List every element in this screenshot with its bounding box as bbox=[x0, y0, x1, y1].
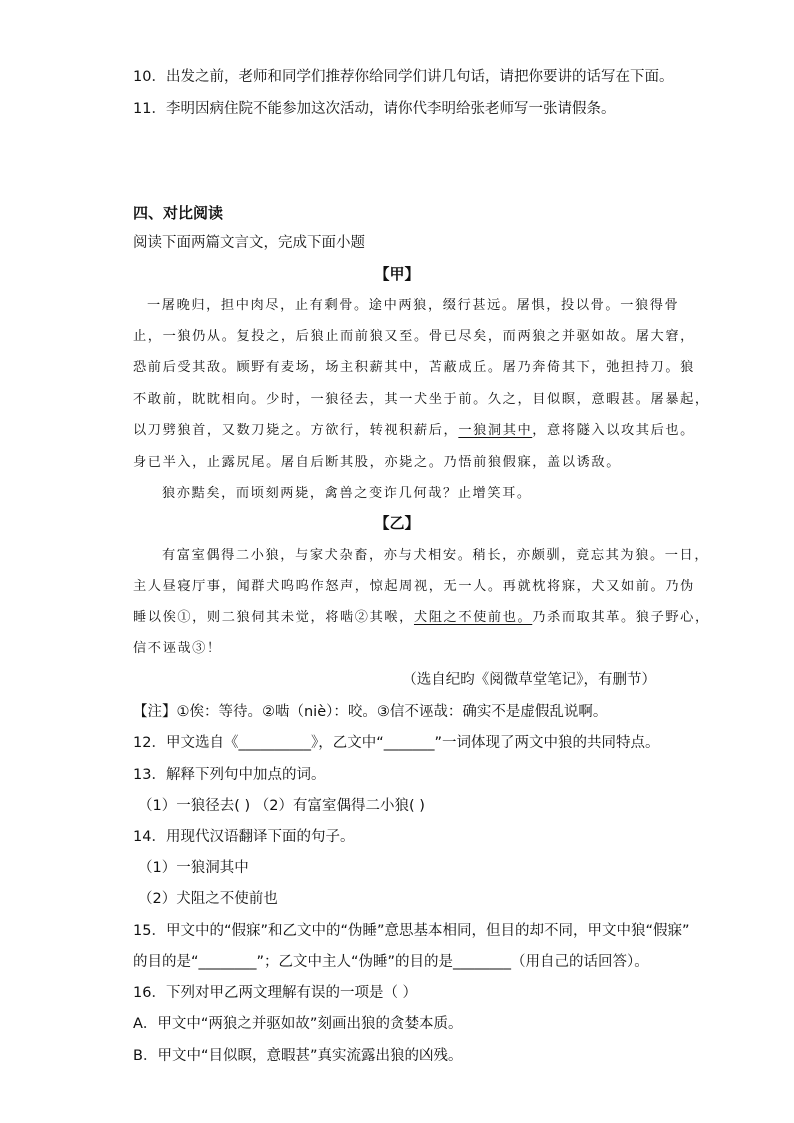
annotation-note: 【注】①俟：等待。②啮（niè）：咬。③信不诬哉：确实不是虚假乱说啊。 bbox=[133, 704, 608, 720]
passage-jia-line: 止，一狼仍从。复投之，后狼止而前狼又至。骨已尽矣，而两狼之并驱如故。屠大窘， bbox=[133, 329, 695, 344]
question-12: 12．甲文选自《__________》，乙文中“_______”一词体现了两文中狼的共同特点。 bbox=[133, 735, 660, 751]
passage-jia-line: 狼亦黠矣，而顷刻两毙，禽兽之变诈几何哉？止增笑耳。 bbox=[162, 486, 532, 501]
underlined-sentence: 一狼洞其中 bbox=[458, 423, 533, 438]
passage-text: 睡以俟①，则二狼伺其未觉，将啮②其喉， bbox=[133, 610, 414, 625]
passage-jia-line: 恐前后受其敌。顾野有麦场，场主积薪其中，苫蔽成丘。屠乃奔倚其下，弛担持刀。狼 bbox=[133, 360, 695, 375]
section-title: 四、对比阅读 bbox=[133, 204, 224, 222]
passage-source: （选自纪昀《阅微草堂笔记》，有删节） bbox=[402, 672, 656, 688]
passage-yi-line: 主人昼寝厅事，闻群犬呜呜作怒声，惊起周视，无一人。再就枕将寐，犬又如前。乃伪 bbox=[133, 579, 695, 594]
passage-jia-line: 身已半入，止露尻尾。屠自后断其股，亦毙之。乃悟前狼假寐，盖以诱敌。 bbox=[133, 455, 621, 470]
passage-yi-line: 有富室偶得二小狼，与家犬杂畜，亦与犬相安。稍长，亦颇驯，竟忘其为狼。一日， bbox=[162, 548, 710, 563]
passage-text: ，意将隧入以攻其后也。 bbox=[532, 423, 695, 438]
question-16: 16．下列对甲乙两文理解有误的一项是（ ） bbox=[133, 985, 418, 1001]
question-11: 11．李明因病住院不能参加这次活动，请你代李明给张老师写一张请假条。 bbox=[133, 101, 616, 117]
passage-jia-line: 一屠晚归，担中肉尽，止有剩骨。途中两狼，缀行甚远。屠惧，投以骨。一狼得骨 bbox=[147, 298, 680, 313]
question-15-line-1: 15．甲文中的“假寐”和乙文中的“伪睡”意思基本相同，但目的却不同，甲文中狼“假寐” bbox=[133, 923, 690, 939]
passage-jia-heading: 【甲】 bbox=[374, 265, 420, 283]
question-13: 13．解释下列句中加点的词。 bbox=[133, 767, 326, 783]
question-14-item-1: （1）一狼洞其中 bbox=[138, 860, 249, 876]
question-15-line-2: 的目的是“________”；乙文中主人“伪睡”的目的是________（用自己的话回答）。 bbox=[133, 954, 649, 970]
question-14: 14．用现代汉语翻译下面的句子。 bbox=[133, 829, 355, 845]
passage-jia-line bbox=[133, 421, 695, 441]
passage-text: 以刀劈狼首，又数刀毙之。方欲行，转视积薪后， bbox=[133, 423, 459, 438]
question-16-option-a: A．甲文中“两狼之并驱如故”刻画出狼的贪婪本质。 bbox=[133, 1016, 463, 1032]
passage-text: 乃杀而取其革。狼子野心， bbox=[532, 610, 710, 625]
passage-yi-line bbox=[133, 608, 710, 628]
question-13-items: （1）一狼径去( ) （2）有富室偶得二小狼( ) bbox=[138, 798, 425, 814]
section-instruction: 阅读下面两篇文言文，完成下面小题 bbox=[133, 235, 365, 251]
passage-yi-heading: 【乙】 bbox=[374, 514, 420, 532]
question-10: 10．出发之前，老师和同学们推荐你给同学们讲几句话，请把你要讲的话写在下面。 bbox=[133, 69, 674, 85]
passage-yi-line: 信不诬哉③！ bbox=[133, 641, 222, 656]
underlined-sentence: 犬阻之不使前也。 bbox=[413, 610, 533, 625]
passage-jia-line: 不敢前，眈眈相向。少时，一狼径去，其一犬坐于前。久之，目似瞑，意暇甚。屠暴起， bbox=[133, 392, 710, 407]
question-14-item-2: （2）犬阻之不使前也 bbox=[138, 891, 278, 907]
question-16-option-b: B．甲文中“目似瞑，意暇甚”真实流露出狼的凶残。 bbox=[133, 1048, 463, 1064]
